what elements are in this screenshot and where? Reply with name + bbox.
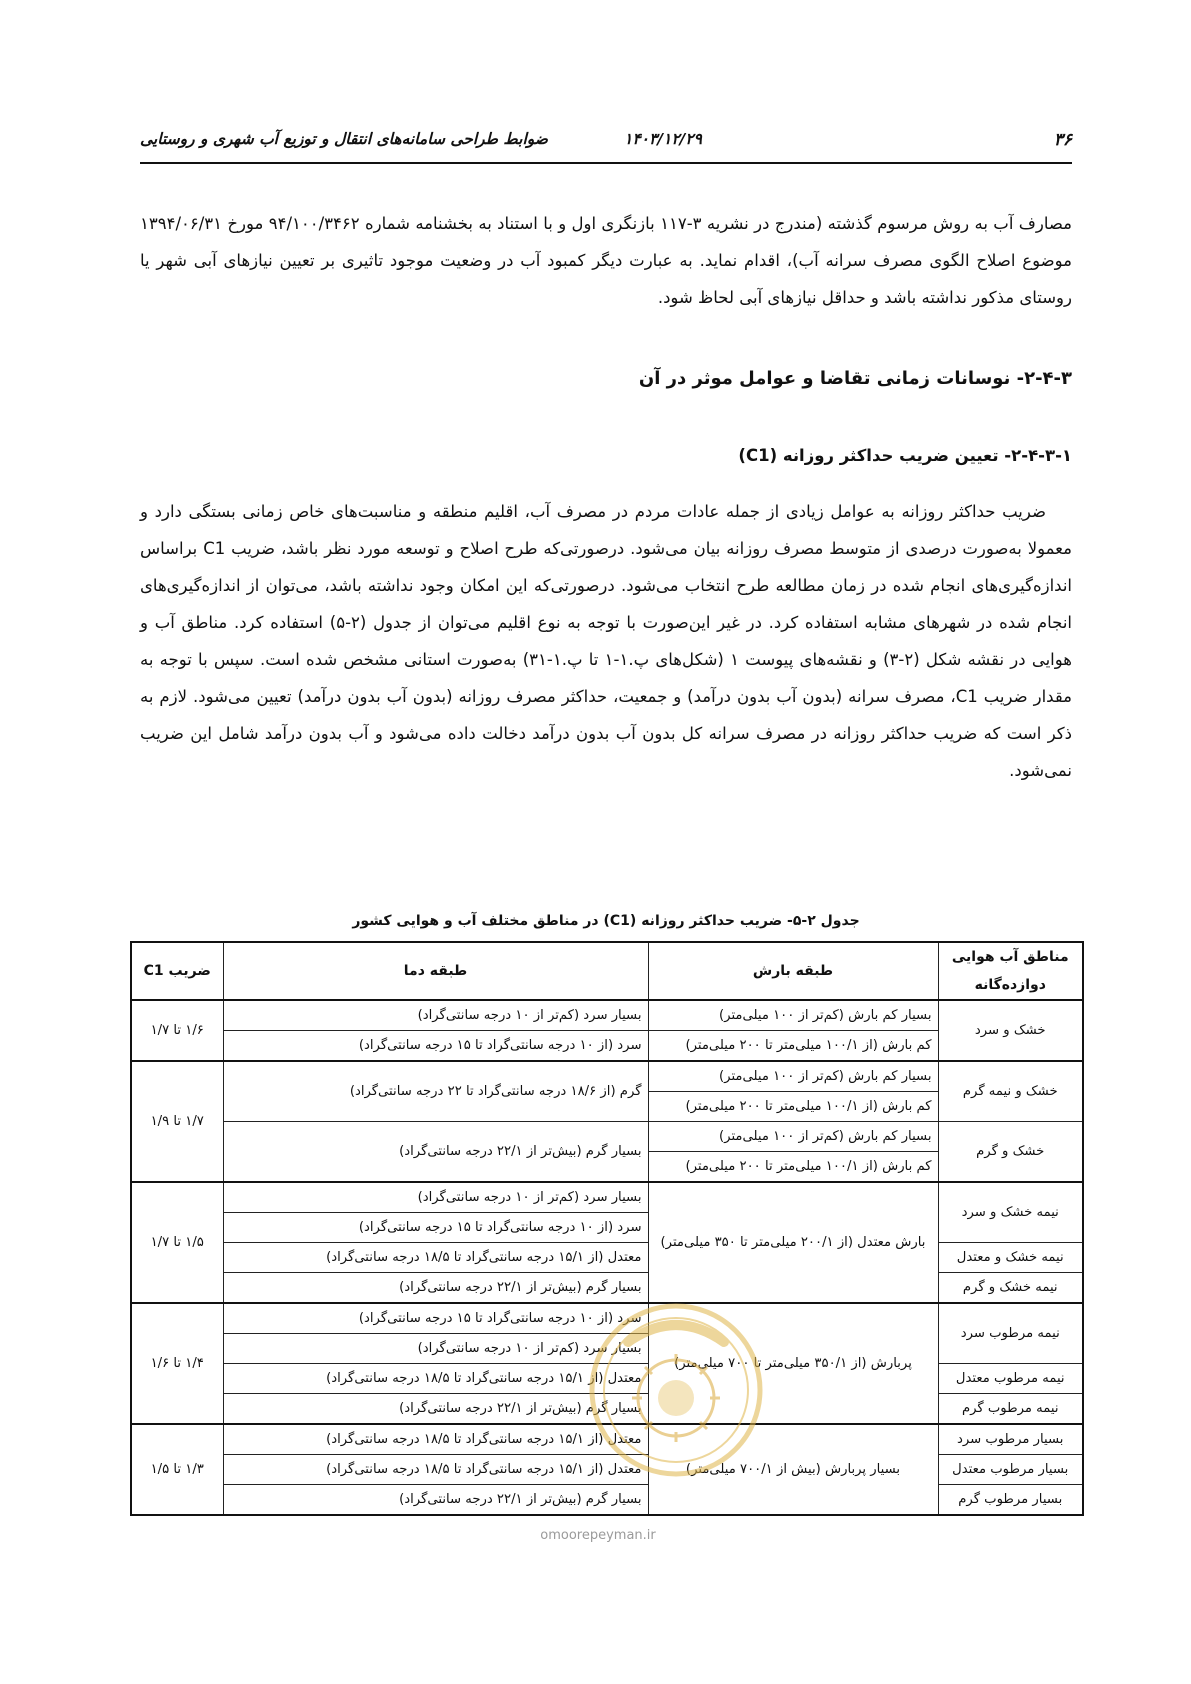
temp-cell: سرد (از ۱۰ درجه سانتی‌گراد تا ۱۵ درجه سانتی‌گراد) bbox=[223, 1031, 648, 1062]
header-date: ۱۴۰۳/۱۲/۲۹ bbox=[624, 130, 702, 148]
header-divider bbox=[140, 162, 1072, 164]
c1-cell: ۱/۳ تا ۱/۵ bbox=[131, 1424, 223, 1515]
table-row bbox=[131, 1061, 1083, 1092]
section-heading: ۲-۴-۳- نوسانات زمانی تقاضا و عوامل موثر در آن bbox=[638, 368, 1072, 389]
table-row bbox=[131, 1485, 1083, 1516]
zone-cell: خشک و نیمه گرم bbox=[938, 1061, 1083, 1122]
temp-cell: بسیار سرد (کم‌تر از ۱۰ درجه سانتی‌گراد) bbox=[223, 1182, 648, 1213]
rain-cell: کم بارش (از ۱۰۰/۱ میلی‌متر تا ۲۰۰ میلی‌متر) bbox=[648, 1031, 938, 1062]
header-rain: طبقه بارش bbox=[648, 942, 938, 1000]
subsection-heading: ۲-۴-۳-۱- تعیین ضریب حداکثر روزانه (C1) bbox=[738, 446, 1072, 465]
page-number: ۳۶ bbox=[1053, 130, 1072, 150]
temp-cell: بسیار گرم (بیش‌تر از ۲۲/۱ درجه سانتی‌گراد) bbox=[223, 1485, 648, 1516]
table-row bbox=[131, 1394, 1083, 1425]
zone-cell: نیمه مرطوب گرم bbox=[938, 1394, 1083, 1425]
rain-cell: بارش معتدل (از ۲۰۰/۱ میلی‌متر تا ۳۵۰ میلی‌متر) bbox=[648, 1182, 938, 1303]
temp-cell: بسیار گرم (بیش‌تر از ۲۲/۱ درجه سانتی‌گراد) bbox=[223, 1394, 648, 1425]
zone-cell: نیمه مرطوب معتدل bbox=[938, 1364, 1083, 1394]
rain-cell: کم بارش (از ۱۰۰/۱ میلی‌متر تا ۲۰۰ میلی‌متر) bbox=[648, 1092, 938, 1122]
table-caption: جدول ۲-۵- ضریب حداکثر روزانه (C1) در مناطق مختلف آب و هوایی کشور bbox=[352, 913, 860, 929]
watermark-url: omoorepeyman.ir bbox=[540, 1528, 656, 1543]
c1-paragraph: ضریب حداکثر روزانه به عوامل زیادی از جمله عادات مردم در مصرف آب، اقلیم منطقه و مناسبت‌های خاص زمانی بستگی دارد و معمولا به‌صورت درصدی از متوسط مصرف روزانه بیان می‌شود. درصورتی‌که طرح اصلاح و توسعه مورد نظر باشد، ضریب C1 براساس اندازه‌گیری‌های انجام شده در زمان مطالعه طرح انتخاب می‌شود. درصورتی‌که این امکان وجود نداشته باشد، می‌توان از اندازه‌گیری‌های انجام شده در شهرهای مشابه استفاده کرد. در غیر این‌صورت با توجه به نوع اقلیم می‌توان از جدول (۲-۵) استفاده کرد. مناطق آب و هوایی در نقشه شکل (۲-۳) و نقشه‌های پیوست ۱ (شکل‌های پ.۱-۱ تا پ.۱-۳۱) به‌صورت استانی مشخص شده است. سپس با توجه به مقدار ضریب C1، مصرف سرانه (بدون آب بدون درآمد) و جمعیت، حداکثر مصرف روزانه (بدون آب بدون درآمد) تعیین می‌شود. لازم به ذکر است که ضریب حداکثر روزانه در مصرف سرانه کل بدون آب بدون درآمد دخالت داده می‌شود و آب بدون درآمد شامل این ضریب نمی‌شود. bbox=[140, 502, 1073, 780]
table-row bbox=[131, 1455, 1083, 1485]
table-header-row bbox=[131, 942, 1083, 1000]
zone-cell: بسیار مرطوب معتدل bbox=[938, 1455, 1083, 1485]
temp-cell: بسیار گرم (بیش‌تر از ۲۲/۱ درجه سانتی‌گراد) bbox=[223, 1122, 648, 1183]
zone-cell: بسیار مرطوب گرم bbox=[938, 1485, 1083, 1516]
rain-cell: بسیار پربارش (بیش از ۷۰۰/۱ میلی‌متر) bbox=[648, 1424, 938, 1515]
temp-cell: سرد (از ۱۰ درجه سانتی‌گراد تا ۱۵ درجه سانتی‌گراد) bbox=[223, 1213, 648, 1243]
temp-cell: گرم (از ۱۸/۶ درجه سانتی‌گراد تا ۲۲ درجه سانتی‌گراد) bbox=[223, 1061, 648, 1122]
header-zone: مناطق آب هوایی دوازده‌گانه bbox=[938, 942, 1083, 1000]
temp-cell: معتدل (از ۱۵/۱ درجه سانتی‌گراد تا ۱۸/۵ درجه سانتی‌گراد) bbox=[223, 1364, 648, 1394]
table-row bbox=[131, 1122, 1083, 1152]
intro-paragraph: مصارف آب به روش مرسوم گذشته (مندرج در نشریه ۳-۱۱۷ بازنگری اول و با استناد به بخشنامه شماره ۹۴/۱۰۰/۳۴۶۲ مورخ ۱۳۹۴/۰۶/۳۱ موضوع اصلاح الگوی مصرف سرانه آب)، اقدام نماید. به عبارت دیگر کمبود آب در وضعیت موجود تاثیری بر تعیین نیازهای آبی شهر یا روستای مذکور نداشته باشد و حداقل نیازهای آبی لحاظ شود. bbox=[140, 214, 1072, 307]
temp-cell: بسیار گرم (بیش‌تر از ۲۲/۱ درجه سانتی‌گراد) bbox=[223, 1273, 648, 1304]
zone-cell: نیمه مرطوب سرد bbox=[938, 1303, 1083, 1364]
table-row bbox=[131, 1303, 1083, 1334]
temp-cell: بسیار سرد (کم‌تر از ۱۰ درجه سانتی‌گراد) bbox=[223, 1000, 648, 1031]
temp-cell: معتدل (از ۱۵/۱ درجه سانتی‌گراد تا ۱۸/۵ درجه سانتی‌گراد) bbox=[223, 1455, 648, 1485]
table-row bbox=[131, 1182, 1083, 1213]
rain-cell: بسیار کم بارش (کم‌تر از ۱۰۰ میلی‌متر) bbox=[648, 1000, 938, 1031]
rain-cell: پربارش (از ۳۵۰/۱ میلی‌متر تا ۷۰۰ میلی‌متر) bbox=[648, 1303, 938, 1424]
header-title: ضوابط طراحی سامانه‌های انتقال و توزیع آب شهری و روستایی bbox=[140, 130, 548, 148]
zone-cell: نیمه خشک و معتدل bbox=[938, 1243, 1083, 1273]
zone-cell: نیمه خشک و سرد bbox=[938, 1182, 1083, 1243]
c1-cell: ۱/۵ تا ۱/۷ bbox=[131, 1182, 223, 1303]
header-c1: ضریب C1 bbox=[131, 942, 223, 1000]
c1-cell: ۱/۴ تا ۱/۶ bbox=[131, 1303, 223, 1424]
temp-cell: معتدل (از ۱۵/۱ درجه سانتی‌گراد تا ۱۸/۵ درجه سانتی‌گراد) bbox=[223, 1243, 648, 1273]
rain-cell: بسیار کم بارش (کم‌تر از ۱۰۰ میلی‌متر) bbox=[648, 1122, 938, 1152]
zone-cell: نیمه خشک و گرم bbox=[938, 1273, 1083, 1304]
table-row bbox=[131, 1243, 1083, 1273]
table-row bbox=[131, 1000, 1083, 1031]
zone-cell: خشک و سرد bbox=[938, 1000, 1083, 1061]
zone-cell: خشک و گرم bbox=[938, 1122, 1083, 1183]
table-row bbox=[131, 1424, 1083, 1455]
temp-cell: بسیار سرد (کم‌تر از ۱۰ درجه سانتی‌گراد) bbox=[223, 1334, 648, 1364]
temp-cell: سرد (از ۱۰ درجه سانتی‌گراد تا ۱۵ درجه سانتی‌گراد) bbox=[223, 1303, 648, 1334]
running-header bbox=[140, 130, 1072, 156]
table-row bbox=[131, 1273, 1083, 1304]
table-row bbox=[131, 1364, 1083, 1394]
c1-cell: ۱/۷ تا ۱/۹ bbox=[131, 1061, 223, 1182]
header-temp: طبقه دما bbox=[223, 942, 648, 1000]
zone-cell: بسیار مرطوب سرد bbox=[938, 1424, 1083, 1455]
rain-cell: کم بارش (از ۱۰۰/۱ میلی‌متر تا ۲۰۰ میلی‌متر) bbox=[648, 1152, 938, 1183]
rain-cell: بسیار کم بارش (کم‌تر از ۱۰۰ میلی‌متر) bbox=[648, 1061, 938, 1092]
c1-cell: ۱/۶ تا ۱/۷ bbox=[131, 1000, 223, 1061]
temp-cell: معتدل (از ۱۵/۱ درجه سانتی‌گراد تا ۱۸/۵ درجه سانتی‌گراد) bbox=[223, 1424, 648, 1455]
c1-table bbox=[130, 941, 1084, 1516]
